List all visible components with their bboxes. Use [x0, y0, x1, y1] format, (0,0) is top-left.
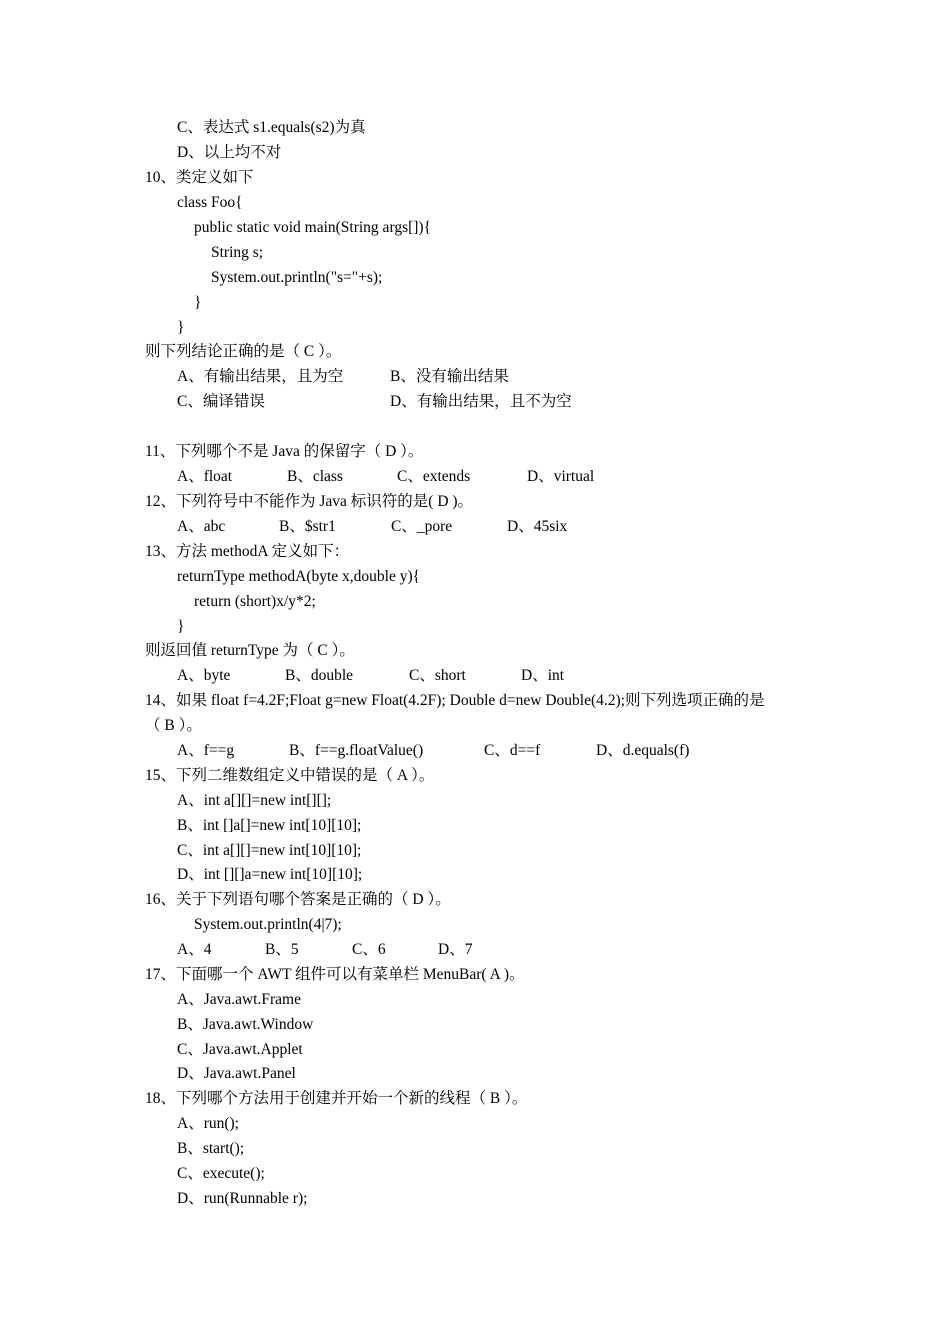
- q17-option-c: C、Java.awt.Applet: [177, 1041, 303, 1058]
- q16-stem: 16、关于下列语句哪个答案是正确的（ D ）。: [145, 891, 451, 908]
- q10-code-line: String s;: [211, 244, 264, 261]
- q9-option-c: C、表达式 s1.equals(s2)为真: [177, 119, 366, 136]
- q13-option-d: D、int: [521, 667, 565, 684]
- q15-option-a: A、int a[][]=new int[][];: [177, 792, 332, 809]
- q15-option-b: B、int []a[]=new int[10][10];: [177, 817, 362, 834]
- q12-option-a: A、abc: [177, 518, 226, 535]
- q17-stem: 17、下面哪一个 AWT 组件可以有菜单栏 MenuBar( A )。: [145, 966, 525, 983]
- q13-code-line: returnType methodA(byte x,double y){: [177, 568, 421, 585]
- q18-option-d: D、run(Runnable r);: [177, 1190, 308, 1207]
- q11-option-a: A、float: [177, 468, 233, 485]
- q11-option-d: D、virtual: [527, 468, 595, 485]
- q16-code: System.out.println(4|7);: [194, 916, 342, 933]
- q11-option-b: B、class: [287, 468, 343, 485]
- q16-option-c: C、6: [352, 941, 386, 958]
- q14-stem-continued: （ B ）。: [145, 717, 202, 734]
- q17-option-d: D、Java.awt.Panel: [177, 1065, 296, 1082]
- q10-prompt: 则下列结论正确的是（ C ）。: [145, 343, 342, 360]
- q15-option-d: D、int [][]a=new int[10][10];: [177, 866, 363, 883]
- q14-option-c: C、d==f: [484, 742, 541, 759]
- q10-code-line: }: [177, 319, 185, 336]
- q16-option-d: D、7: [438, 941, 473, 958]
- q10-option-c: C、编译错误: [177, 393, 265, 410]
- q13-option-a: A、byte: [177, 667, 231, 684]
- q10-code-line: }: [194, 294, 202, 311]
- q18-stem: 18、下列哪个方法用于创建并开始一个新的线程（ B ）。: [145, 1090, 528, 1107]
- q13-prompt: 则返回值 returnType 为（ C ）。: [145, 642, 355, 659]
- q13-option-b: B、double: [285, 667, 354, 684]
- q16-option-b: B、5: [265, 941, 299, 958]
- q10-option-a: A、有输出结果，且为空: [177, 368, 344, 385]
- q10-option-d: D、有输出结果，且不为空: [390, 393, 572, 410]
- q11-stem: 11、下列哪个不是 Java 的保留字（ D ）。: [145, 443, 424, 460]
- q15-stem: 15、下列二维数组定义中错误的是（ A ）。: [145, 767, 435, 784]
- q9-option-d: D、以上均不对: [177, 144, 282, 161]
- q14-stem: 14、如果 float f=4.2F;Float g=new Float(4.2F); Double d=new Double(4.2);则下列选项正确的是: [145, 692, 765, 709]
- q10-stem: 10、类定义如下: [145, 169, 254, 186]
- q13-code-line: return (short)x/y*2;: [194, 593, 316, 610]
- q18-option-b: B、start();: [177, 1140, 245, 1157]
- q10-code-line: System.out.println("s="+s);: [211, 269, 383, 286]
- q12-option-b: B、$str1: [279, 518, 336, 535]
- q14-option-b: B、f==g.floatValue(): [289, 742, 424, 759]
- q14-option-d: D、d.equals(f): [596, 742, 690, 759]
- q18-option-c: C、execute();: [177, 1165, 265, 1182]
- q12-option-d: D、45six: [507, 518, 568, 535]
- q11-option-c: C、extends: [397, 468, 471, 485]
- q13-option-c: C、short: [409, 667, 466, 684]
- q18-option-a: A、run();: [177, 1115, 239, 1132]
- q10-option-b: B、没有输出结果: [390, 368, 509, 385]
- q15-option-c: C、int a[][]=new int[10][10];: [177, 842, 362, 859]
- q13-stem: 13、方法 methodA 定义如下：: [145, 543, 350, 560]
- q14-option-a: A、f==g: [177, 742, 235, 759]
- q16-option-a: A、4: [177, 941, 212, 958]
- q17-option-a: A、Java.awt.Frame: [177, 991, 301, 1008]
- q17-option-b: B、Java.awt.Window: [177, 1016, 314, 1033]
- q12-stem: 12、下列符号中不能作为 Java 标识符的是( D )。: [145, 493, 474, 510]
- q10-code-line: class Foo{: [177, 194, 243, 211]
- q12-option-c: C、_pore: [391, 518, 453, 535]
- q10-code-line: public static void main(String args[]){: [194, 219, 432, 236]
- q13-code-line: }: [177, 618, 185, 635]
